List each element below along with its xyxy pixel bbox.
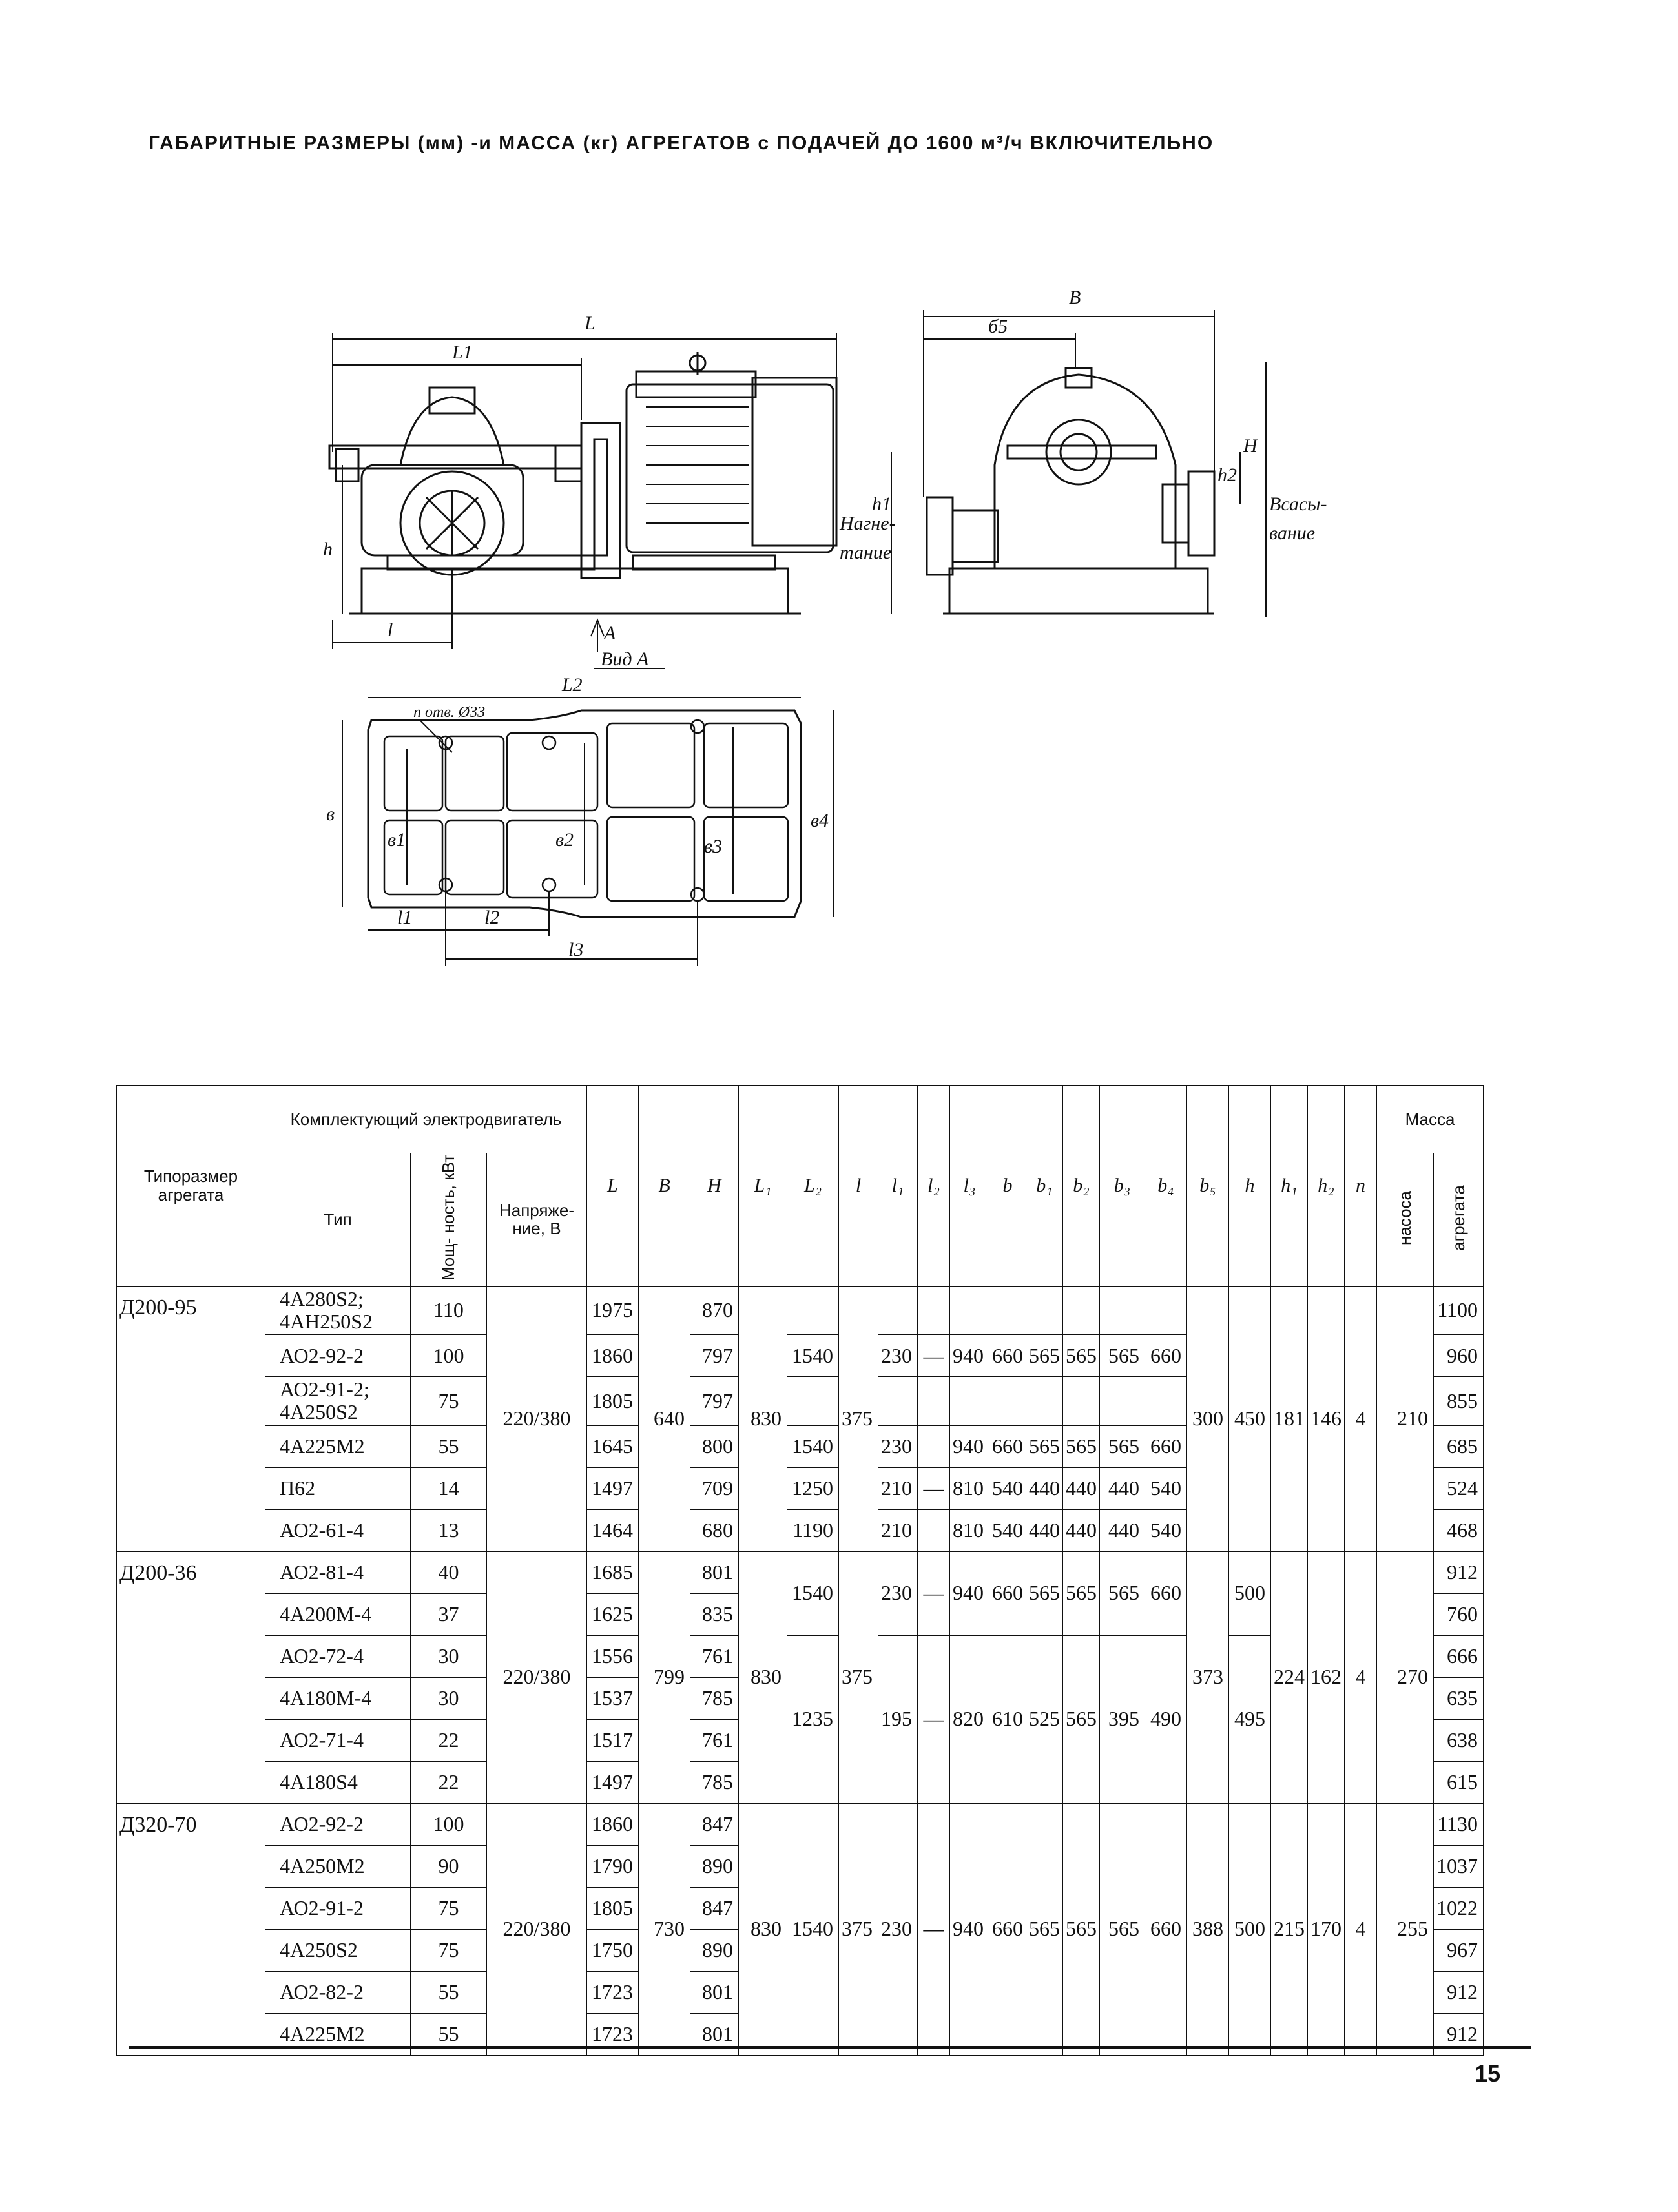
- b3-cell: [1100, 1377, 1145, 1425]
- power-cell: 110: [411, 1286, 487, 1334]
- L-cell: 1860: [587, 1335, 639, 1377]
- b-cell: 540: [989, 1509, 1026, 1551]
- motor-type-cell: АО2-92-2: [265, 1335, 411, 1377]
- l3-cell: 940: [950, 1803, 989, 2055]
- h2-cell: 170: [1308, 1803, 1345, 2055]
- H-cell: 890: [690, 1929, 739, 1971]
- header-motor-group: Комплектующий электродвигатель: [265, 1086, 587, 1153]
- arrow-A: A: [604, 623, 616, 644]
- pump-mass-cell: 210: [1377, 1286, 1434, 1551]
- unit-mass-cell: 615: [1434, 1761, 1484, 1803]
- h1-cell: 224: [1271, 1551, 1308, 1803]
- header-h: h: [1229, 1086, 1271, 1287]
- L-cell: 1860: [587, 1803, 639, 1845]
- B-cell: 640: [639, 1286, 690, 1551]
- l1-cell: 230: [878, 1335, 918, 1377]
- voltage-cell: 220/380: [487, 1286, 587, 1551]
- l1-cell: 230: [878, 1551, 918, 1635]
- header-b1: b₁: [1026, 1086, 1063, 1287]
- n-cell: 4: [1345, 1551, 1377, 1803]
- L2-cell: 1540: [787, 1425, 839, 1467]
- dim-b5: б5: [988, 316, 1008, 337]
- L2-cell: [787, 1286, 839, 1334]
- header-b3: b₃: [1100, 1086, 1145, 1287]
- b-cell: 660: [989, 1335, 1026, 1377]
- header-L2: L₂: [787, 1086, 839, 1287]
- H-cell: 800: [690, 1425, 739, 1467]
- unit-mass-cell: 967: [1434, 1929, 1484, 1971]
- power-cell: 55: [411, 2013, 487, 2055]
- l2-cell: —: [918, 1551, 950, 1635]
- L2-cell: 1540: [787, 1803, 839, 2055]
- pump-mass-cell: 255: [1377, 1803, 1434, 2055]
- holes-label: n отв. Ø33: [413, 704, 486, 721]
- unit-size-cell: Д320-70: [117, 1803, 265, 2055]
- dimensions-mass-table: [116, 1085, 1484, 2056]
- dim-l2: l2: [484, 907, 500, 928]
- L-cell: 1625: [587, 1593, 639, 1635]
- power-cell: 100: [411, 1803, 487, 1845]
- motor-type-cell: АО2-91-2; 4А250S2: [265, 1377, 411, 1425]
- h-cell: 495: [1229, 1635, 1271, 1803]
- h-cell: 500: [1229, 1803, 1271, 2055]
- h1-cell: 181: [1271, 1286, 1308, 1551]
- motor-type-cell: 4А225М2: [265, 2013, 411, 2055]
- b4-cell: 540: [1145, 1509, 1187, 1551]
- b4-cell: [1145, 1377, 1187, 1425]
- header-L: L: [587, 1086, 639, 1287]
- unit-mass-cell: 960: [1434, 1335, 1484, 1377]
- b4-cell: 660: [1145, 1551, 1187, 1635]
- b3-cell: 565: [1100, 1551, 1145, 1635]
- h-cell: 450: [1229, 1286, 1271, 1551]
- header-voltage: Напряже- ние, В: [487, 1153, 587, 1287]
- header-mass-unit: [1434, 1153, 1484, 1287]
- dim-h: h: [323, 539, 333, 560]
- H-cell: 797: [690, 1377, 739, 1425]
- page-title: ГАБАРИТНЫЕ РАЗМЕРЫ (мм) -и МАССА (кг) АГРЕГАТОВ с ПОДАЧЕЙ ДО 1600 м³/ч ВКЛЮЧИТЕЛЬНО: [149, 132, 1214, 154]
- header-power-text: Мощ- ность, кВт: [439, 1155, 459, 1281]
- power-cell: 55: [411, 1971, 487, 2013]
- unit-mass-cell: 912: [1434, 1551, 1484, 1593]
- dim-b4: в4: [811, 810, 829, 831]
- suction-label-2: вание: [1269, 522, 1316, 544]
- l1-cell: 230: [878, 1425, 918, 1467]
- motor-type-cell: АО2-61-4: [265, 1509, 411, 1551]
- motor-type-cell: АО2-82-2: [265, 1971, 411, 2013]
- header-B: B: [639, 1086, 690, 1287]
- power-cell: 13: [411, 1509, 487, 1551]
- B-cell: 799: [639, 1551, 690, 1803]
- l2-cell: [918, 1377, 950, 1425]
- H-cell: 847: [690, 1803, 739, 1845]
- discharge-label-2: тание: [840, 542, 892, 563]
- dim-b: в: [326, 803, 335, 825]
- l3-cell: 820: [950, 1635, 989, 1803]
- suction-label-1: Всасы-: [1269, 493, 1327, 515]
- H-cell: 801: [690, 1971, 739, 2013]
- unit-mass-cell: 635: [1434, 1677, 1484, 1719]
- L1-cell: 830: [739, 1286, 787, 1551]
- L2-cell: 1190: [787, 1509, 839, 1551]
- header-mass-group: Масса: [1377, 1086, 1484, 1153]
- header-mass-unit-text: агрегата: [1448, 1184, 1468, 1251]
- b1-cell: [1026, 1377, 1063, 1425]
- h-cell: 500: [1229, 1551, 1271, 1635]
- header-b4: b₄: [1145, 1086, 1187, 1287]
- power-cell: 30: [411, 1677, 487, 1719]
- L-cell: 1790: [587, 1845, 639, 1887]
- L-cell: 1805: [587, 1887, 639, 1929]
- n-cell: 4: [1345, 1286, 1377, 1551]
- L-cell: 1975: [587, 1286, 639, 1334]
- H-cell: 761: [690, 1719, 739, 1761]
- L-cell: 1497: [587, 1467, 639, 1509]
- b2-cell: 440: [1063, 1467, 1100, 1509]
- header-n: n: [1345, 1086, 1377, 1287]
- motor-type-cell: АО2-81-4: [265, 1551, 411, 1593]
- l1-cell: 210: [878, 1509, 918, 1551]
- table-row: [117, 1551, 1484, 1593]
- unit-mass-cell: 1130: [1434, 1803, 1484, 1845]
- header-type: Тип: [265, 1153, 411, 1287]
- b3-cell: [1100, 1286, 1145, 1334]
- L-cell: 1805: [587, 1377, 639, 1425]
- b2-cell: 565: [1063, 1635, 1100, 1803]
- l2-cell: [918, 1286, 950, 1334]
- power-cell: 100: [411, 1335, 487, 1377]
- header-unit-size: Типоразмер агрегата: [117, 1086, 265, 1287]
- unit-mass-cell: 1100: [1434, 1286, 1484, 1334]
- header-h2: h₂: [1308, 1086, 1345, 1287]
- header-b: b: [989, 1086, 1026, 1287]
- unit-mass-cell: 1037: [1434, 1845, 1484, 1887]
- L1-cell: 830: [739, 1803, 787, 2055]
- b1-cell: [1026, 1286, 1063, 1334]
- b3-cell: 440: [1100, 1467, 1145, 1509]
- l3-cell: [950, 1286, 989, 1334]
- b-cell: 660: [989, 1425, 1026, 1467]
- power-cell: 30: [411, 1635, 487, 1677]
- L2-cell: 1235: [787, 1635, 839, 1803]
- dim-L2: L2: [562, 674, 583, 696]
- b-cell: 660: [989, 1803, 1026, 2055]
- b4-cell: 660: [1145, 1335, 1187, 1377]
- l1-cell: [878, 1286, 918, 1334]
- b2-cell: 565: [1063, 1335, 1100, 1377]
- L1-cell: 830: [739, 1551, 787, 1803]
- b5-cell: 373: [1187, 1551, 1229, 1803]
- power-cell: 90: [411, 1845, 487, 1887]
- H-cell: 847: [690, 1887, 739, 1929]
- b5-cell: 300: [1187, 1286, 1229, 1551]
- H-cell: 801: [690, 1551, 739, 1593]
- b-cell: 540: [989, 1467, 1026, 1509]
- B-cell: 730: [639, 1803, 690, 2055]
- motor-type-cell: АО2-92-2: [265, 1803, 411, 1845]
- dim-B: B: [1069, 287, 1081, 308]
- h2-cell: 162: [1308, 1551, 1345, 1803]
- L-cell: 1723: [587, 2013, 639, 2055]
- l3-cell: 940: [950, 1335, 989, 1377]
- b3-cell: 565: [1100, 1425, 1145, 1467]
- dim-h1: h1: [872, 493, 891, 515]
- unit-mass-cell: 912: [1434, 2013, 1484, 2055]
- b3-cell: 395: [1100, 1635, 1145, 1803]
- L2-cell: 1540: [787, 1551, 839, 1635]
- b-cell: [989, 1377, 1026, 1425]
- b1-cell: 525: [1026, 1635, 1063, 1803]
- unit-mass-cell: 666: [1434, 1635, 1484, 1677]
- dim-l1: l1: [397, 907, 413, 928]
- power-cell: 75: [411, 1377, 487, 1425]
- b1-cell: 565: [1026, 1425, 1063, 1467]
- header-l1: l₁: [878, 1086, 918, 1287]
- unit-size-cell: Д200-95: [117, 1286, 265, 1551]
- unit-mass-cell: 1022: [1434, 1887, 1484, 1929]
- L-cell: 1723: [587, 1971, 639, 2013]
- motor-type-cell: 4А250М2: [265, 1845, 411, 1887]
- H-cell: 761: [690, 1635, 739, 1677]
- L2-cell: 1250: [787, 1467, 839, 1509]
- b2-cell: 440: [1063, 1509, 1100, 1551]
- b4-cell: 660: [1145, 1425, 1187, 1467]
- header-mass-pump: [1377, 1153, 1434, 1287]
- b-cell: 610: [989, 1635, 1026, 1803]
- motor-type-cell: 4А250S2: [265, 1929, 411, 1971]
- power-cell: 22: [411, 1761, 487, 1803]
- b1-cell: 440: [1026, 1509, 1063, 1551]
- b2-cell: [1063, 1377, 1100, 1425]
- motor-type-cell: 4А280S2; 4АН250S2: [265, 1286, 411, 1334]
- L-cell: 1497: [587, 1761, 639, 1803]
- page-number: 15: [1475, 2060, 1501, 2087]
- n-cell: 4: [1345, 1803, 1377, 2055]
- b3-cell: 565: [1100, 1335, 1145, 1377]
- l2-cell: —: [918, 1467, 950, 1509]
- H-cell: 801: [690, 2013, 739, 2055]
- unit-mass-cell: 638: [1434, 1719, 1484, 1761]
- l2-cell: —: [918, 1635, 950, 1803]
- unit-mass-cell: 760: [1434, 1593, 1484, 1635]
- L-cell: 1537: [587, 1677, 639, 1719]
- pump-mass-cell: 270: [1377, 1551, 1434, 1803]
- L-cell: 1685: [587, 1551, 639, 1593]
- L2-cell: [787, 1377, 839, 1425]
- dim-h2: h2: [1217, 464, 1237, 486]
- header-b2: b₂: [1063, 1086, 1100, 1287]
- motor-type-cell: АО2-72-4: [265, 1635, 411, 1677]
- l1-cell: 210: [878, 1467, 918, 1509]
- dim-L1: L1: [452, 342, 473, 363]
- l2-cell: [918, 1425, 950, 1467]
- dim-b1: в1: [388, 829, 406, 851]
- pump-unit-drawing: [0, 0, 1678, 1046]
- motor-type-cell: АО2-71-4: [265, 1719, 411, 1761]
- unit-mass-cell: 855: [1434, 1377, 1484, 1425]
- b2-cell: 565: [1063, 1803, 1100, 2055]
- power-cell: 22: [411, 1719, 487, 1761]
- L-cell: 1645: [587, 1425, 639, 1467]
- l3-cell: [950, 1377, 989, 1425]
- b4-cell: [1145, 1286, 1187, 1334]
- power-cell: 40: [411, 1551, 487, 1593]
- power-cell: 14: [411, 1467, 487, 1509]
- l-cell: 375: [839, 1551, 878, 1803]
- b2-cell: 565: [1063, 1425, 1100, 1467]
- l-cell: 375: [839, 1803, 878, 2055]
- b2-cell: 565: [1063, 1551, 1100, 1635]
- motor-type-cell: 4А200М-4: [265, 1593, 411, 1635]
- power-cell: 55: [411, 1425, 487, 1467]
- l1-cell: 195: [878, 1635, 918, 1803]
- bottom-rule: [129, 2046, 1531, 2049]
- L-cell: 1556: [587, 1635, 639, 1677]
- power-cell: 75: [411, 1929, 487, 1971]
- header-L1: L₁: [739, 1086, 787, 1287]
- b4-cell: 490: [1145, 1635, 1187, 1803]
- dim-H: H: [1243, 435, 1258, 457]
- H-cell: 680: [690, 1509, 739, 1551]
- header-b5: b₅: [1187, 1086, 1229, 1287]
- unit-size-cell: Д200-36: [117, 1551, 265, 1803]
- header-l: l: [839, 1086, 878, 1287]
- L2-cell: 1540: [787, 1335, 839, 1377]
- power-cell: 75: [411, 1887, 487, 1929]
- b1-cell: 565: [1026, 1551, 1063, 1635]
- motor-type-cell: 4А180М-4: [265, 1677, 411, 1719]
- motor-type-cell: АО2-91-2: [265, 1887, 411, 1929]
- table-row: [117, 1803, 1484, 1845]
- b3-cell: 440: [1100, 1509, 1145, 1551]
- header-h1: h₁: [1271, 1086, 1308, 1287]
- header-power: [411, 1153, 487, 1287]
- motor-type-cell: П62: [265, 1467, 411, 1509]
- b1-cell: 440: [1026, 1467, 1063, 1509]
- header-l2: l₂: [918, 1086, 950, 1287]
- H-cell: 890: [690, 1845, 739, 1887]
- unit-mass-cell: 685: [1434, 1425, 1484, 1467]
- b3-cell: 565: [1100, 1803, 1145, 2055]
- power-cell: 37: [411, 1593, 487, 1635]
- view-A-label: Вид А: [601, 648, 649, 670]
- H-cell: 835: [690, 1593, 739, 1635]
- l-cell: 375: [839, 1286, 878, 1551]
- l3-cell: 810: [950, 1509, 989, 1551]
- l3-cell: 940: [950, 1551, 989, 1635]
- motor-type-cell: 4А225М2: [265, 1425, 411, 1467]
- h2-cell: 146: [1308, 1286, 1345, 1551]
- L-cell: 1464: [587, 1509, 639, 1551]
- table-row: [117, 1286, 1484, 1334]
- l3-cell: 940: [950, 1425, 989, 1467]
- l3-cell: 810: [950, 1467, 989, 1509]
- b1-cell: 565: [1026, 1803, 1063, 2055]
- dim-b2: в2: [555, 829, 574, 851]
- l1-cell: [878, 1377, 918, 1425]
- b1-cell: 565: [1026, 1335, 1063, 1377]
- discharge-label-1: Нагне-: [840, 513, 896, 534]
- H-cell: 785: [690, 1677, 739, 1719]
- l2-cell: [918, 1509, 950, 1551]
- H-cell: 797: [690, 1335, 739, 1377]
- l2-cell: —: [918, 1335, 950, 1377]
- l1-cell: 230: [878, 1803, 918, 2055]
- dim-l: l: [388, 619, 393, 641]
- header-l3: l₃: [950, 1086, 989, 1287]
- b-cell: 660: [989, 1551, 1026, 1635]
- h1-cell: 215: [1271, 1803, 1308, 2055]
- H-cell: 785: [690, 1761, 739, 1803]
- dim-L: L: [585, 313, 596, 334]
- dim-l3: l3: [568, 939, 584, 960]
- b4-cell: 660: [1145, 1803, 1187, 2055]
- H-cell: 709: [690, 1467, 739, 1509]
- header-mass-pump-text: насоса: [1395, 1190, 1415, 1245]
- unit-mass-cell: 912: [1434, 1971, 1484, 2013]
- voltage-cell: 220/380: [487, 1803, 587, 2055]
- b2-cell: [1063, 1286, 1100, 1334]
- l2-cell: —: [918, 1803, 950, 2055]
- unit-mass-cell: 524: [1434, 1467, 1484, 1509]
- b4-cell: 540: [1145, 1467, 1187, 1509]
- L-cell: 1517: [587, 1719, 639, 1761]
- H-cell: 870: [690, 1286, 739, 1334]
- dim-b3: в3: [704, 836, 723, 857]
- L-cell: 1750: [587, 1929, 639, 1971]
- unit-mass-cell: 468: [1434, 1509, 1484, 1551]
- b-cell: [989, 1286, 1026, 1334]
- motor-type-cell: 4А180S4: [265, 1761, 411, 1803]
- voltage-cell: 220/380: [487, 1551, 587, 1803]
- header-H: H: [690, 1086, 739, 1287]
- b5-cell: 388: [1187, 1803, 1229, 2055]
